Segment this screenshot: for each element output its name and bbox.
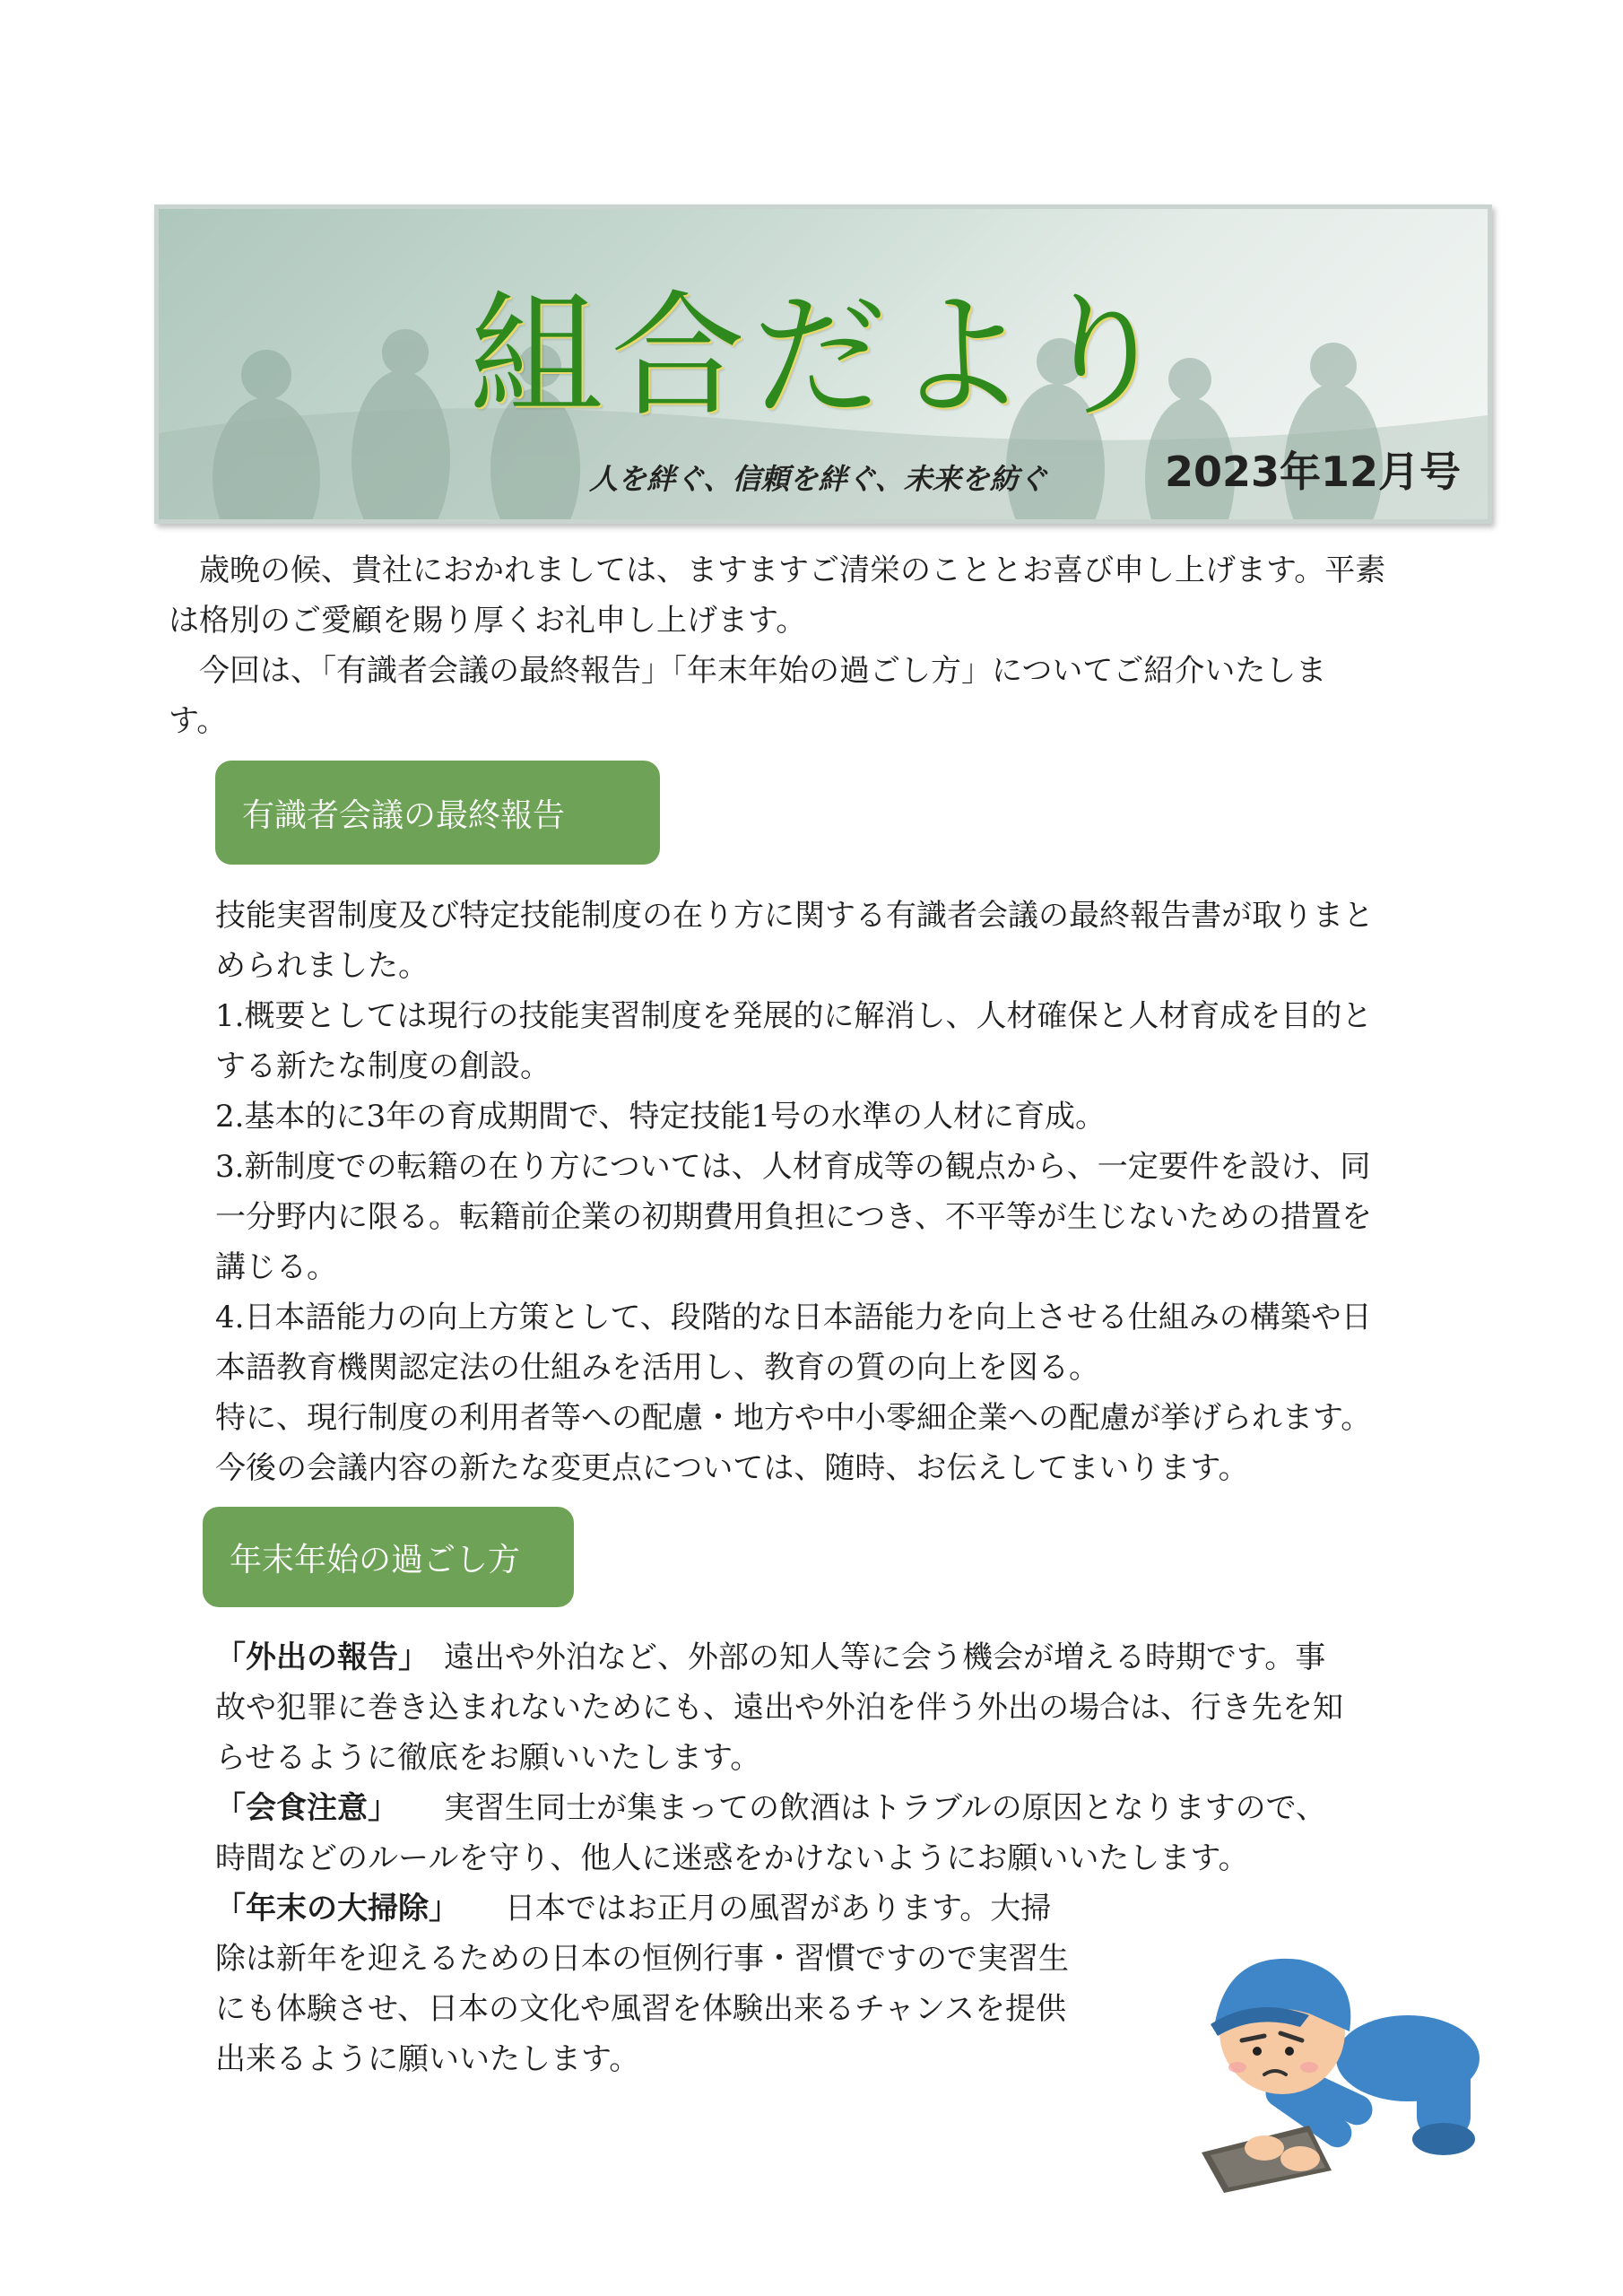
body-line: められました。 xyxy=(215,948,429,984)
body-line: らせるように徹底をお願いいたします。 xyxy=(215,1740,761,1776)
section-heading-year-end xyxy=(203,1507,574,1607)
body-line: 出来るように願いいたします。 xyxy=(215,2041,640,2077)
section-heading-label: 年末年始の過ごし方 xyxy=(230,1541,521,1578)
final-report-body xyxy=(215,891,1374,1493)
body-line: 時間などのルールを守り、他人に迷惑をかけないようにお願いいたします。 xyxy=(215,1840,1249,1876)
body-line: 3.新制度での転籍の在り方については、人材育成等の観点から、一定要件を設け、同 xyxy=(215,1149,1371,1185)
intro-paragraph xyxy=(169,545,1385,746)
issue-date: 2023年12月号 xyxy=(1164,448,1461,496)
newsletter-slogan: 人を絆ぐ、信頼を絆ぐ、未来を紡ぐ xyxy=(589,462,1047,496)
item-label-outing-report: 「外出の報告」 xyxy=(215,1639,413,1675)
item-text: 日本ではお正月の風習があります。大掃 xyxy=(444,1891,1052,1926)
section-heading-final-report xyxy=(215,761,660,865)
body-line: 除は新年を迎えるための日本の恒例行事・習慣ですので実習生 xyxy=(215,1941,1069,1977)
item-text: 実習生同士が集まっての飲酒はトラブルの原因となりますので、 xyxy=(383,1790,1326,1826)
item-label-year-end-cleaning: 「年末の大掃除」 xyxy=(215,1891,444,1926)
body-line: 講じる。 xyxy=(215,1249,337,1285)
cleaning-worker-icon xyxy=(1175,1924,1488,2193)
body-line: 4.日本語能力の向上方策として、段階的な日本語能力を向上させる仕組みの構築や日 xyxy=(215,1300,1372,1335)
header-banner xyxy=(154,204,1492,524)
body-line: 今後の会議内容の新たな変更点については、随時、お伝えしてまいります。 xyxy=(215,1450,1249,1486)
outing-report-line xyxy=(215,1632,1343,1683)
body-line: 一分野内に限る。転籍前企業の初期費用負担につき、不平等が生じないための措置を xyxy=(215,1199,1372,1235)
item-text: 遠出や外泊など、外部の知人等に会う機会が増える時期です。事 xyxy=(413,1639,1326,1675)
intro-line: 歳晩の候、貴社におかれましては、ますますご清栄のこととお喜び申し上げます。平素 xyxy=(169,552,1386,588)
body-line: にも体験させ、日本の文化や風習を体験出来るチャンスを提供 xyxy=(215,1991,1066,2027)
body-line: 特に、現行制度の利用者等への配慮・地方や中小零細企業への配慮が挙げられます。 xyxy=(215,1400,1372,1436)
intro-line: は格別のご愛顧を賜り厚くお礼申し上げます。 xyxy=(169,603,807,639)
intro-line: 今回は、「有識者会議の最終報告」「年末年始の過ごし方」についてご紹介いたしま xyxy=(169,653,1327,689)
newsletter-title: 組合だより xyxy=(468,279,1177,435)
body-line: 1.概要としては現行の技能実習制度を発展的に解消し、人材確保と人材育成を目的と xyxy=(215,998,1373,1034)
body-line: 本語教育機関認定法の仕組みを活用し、教育の質の向上を図る。 xyxy=(215,1350,1099,1386)
section-heading-label: 有識者会議の最終報告 xyxy=(242,796,566,834)
body-line: 技能実習制度及び特定技能制度の在り方に関する有識者会議の最終報告書が取りまと xyxy=(215,898,1374,934)
body-line: 故や犯罪に巻き込まれないためにも、遠出や外泊を伴う外出の場合は、行き先を知 xyxy=(215,1690,1343,1726)
body-line: する新たな制度の創設。 xyxy=(215,1048,551,1084)
item-label-dining-caution: 「会食注意」 xyxy=(215,1790,383,1826)
intro-line: す。 xyxy=(169,703,228,739)
body-line: 2.基本的に3年の育成期間で、特定技能1号の水準の人材に育成。 xyxy=(215,1099,1107,1135)
dining-caution-line xyxy=(215,1783,1343,1833)
